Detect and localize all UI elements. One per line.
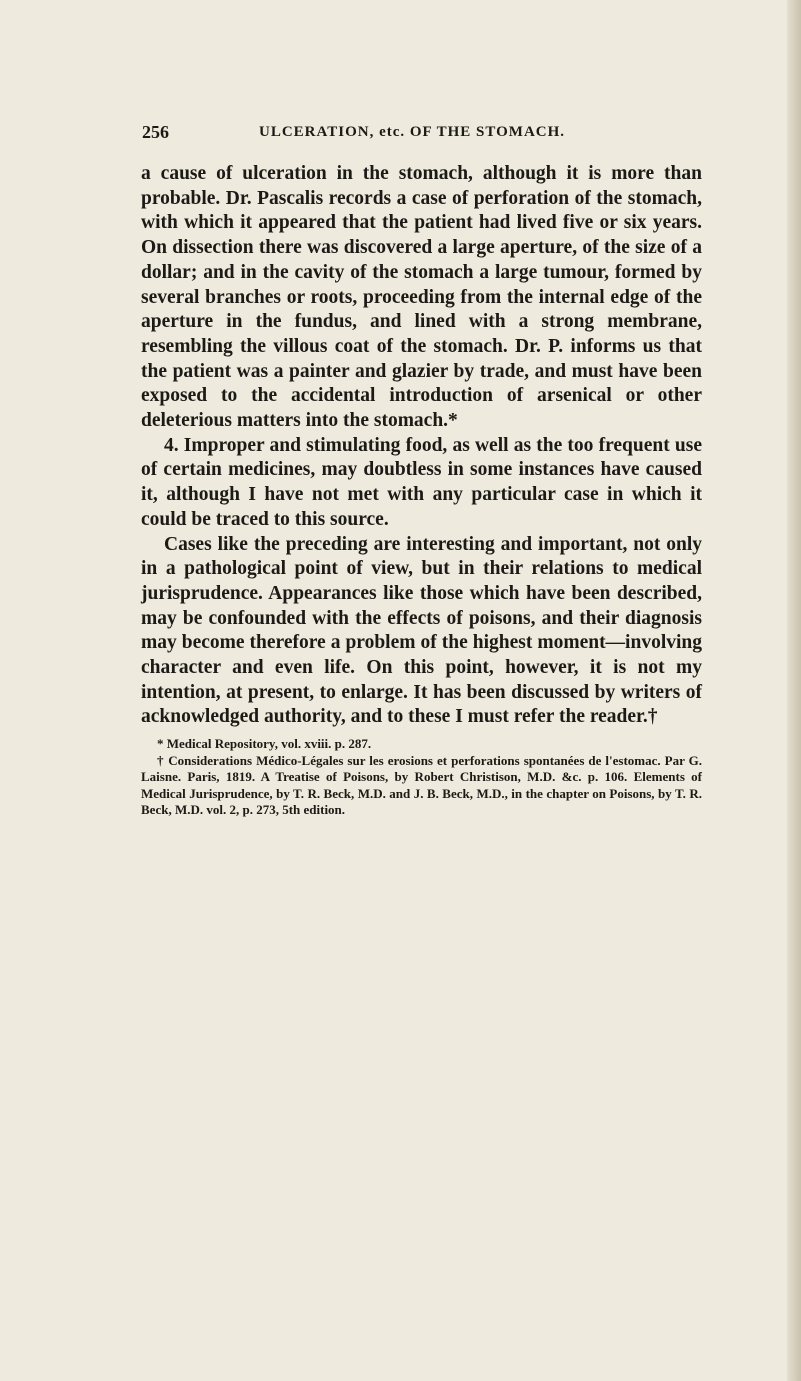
paragraph-improper-food: 4. Improper and stimulating food, as well as the too frequent use of certain medicines, may doubtless in some instances have caused it, although I have not met with any particular case in which it could be traced to this source. <box>141 434 702 530</box>
page-edge-shadow <box>787 0 801 1381</box>
footnote-asterisk: * Medical Repository, vol. xviii. p. 287. <box>157 736 372 751</box>
paragraph-jurisprudence: Cases like the preceding are interesting and important, not only in a pathological point of view, but in their relations to medical jurisprudence. Appearances like those which have been described, may be confounded with the effects of poisons, and their diagnosis may become therefore a problem of the highest moment—involving character and even life. On this point, however, it is not my intention, at present, to enlarge. It has been discussed by writers of acknowledged authority, and to these I must refer the reader.† <box>141 533 702 728</box>
body-text <box>141 162 702 730</box>
footnotes <box>141 736 702 819</box>
footnote-dagger: † Considerations Médico-Légales sur les erosions et perforations spontanées de l'estomac. Par G. Laisne. Paris, 1819. A Treatise of Poisons, by Robert Christison, M.D. &c. p. 106. Elements of Medical Jurisprudence, by T. R. Beck, M.D. and J. B. Beck, M.D., in the chapter on Poisons, by T. R. Beck, M.D. vol. 2, p. 273, 5th edition. <box>141 752 702 818</box>
page-header <box>142 122 702 146</box>
running-head: ULCERATION, etc. OF THE STOMACH. <box>259 124 566 140</box>
page-number: 256 <box>142 122 169 142</box>
paragraph-continuation: a cause of ulceration in the stomach, although it is more than probable. Dr. Pascalis records a case of perforation of the stomach, with which it appeared that the patient had lived five or six years. On dissection there was discovered a large aperture, of the size of a dollar; and in the cavity of the stomach a large tumour, formed by several branches or roots, proceeding from the internal edge of the aperture in the fundus, and lined with a strong membrane, resembling the villous coat of the stomach. Dr. P. informs us that the patient was a painter and glazier by trade, and must have been exposed to the accidental introduction of arsenical or other deleterious matters into the stomach.* <box>141 163 702 432</box>
